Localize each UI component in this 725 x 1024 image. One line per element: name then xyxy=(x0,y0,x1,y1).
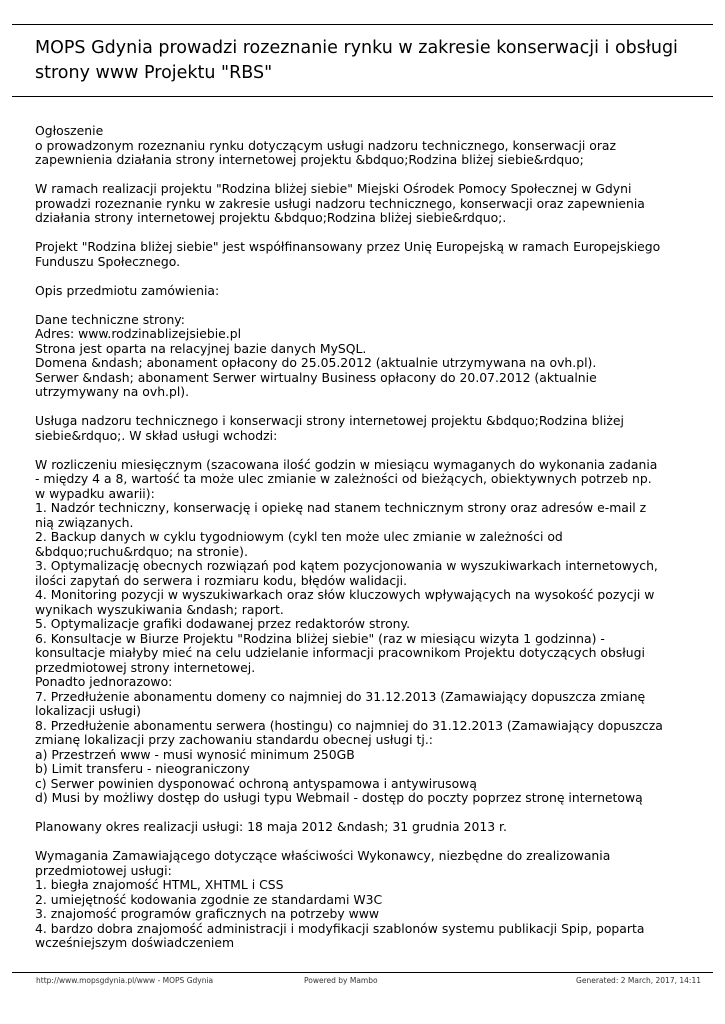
text-line: Usługa nadzoru technicznego i konserwacji strony internetowej projektu &bdquo;Rodzina bliżej siebie&rdquo;. W skład usługi wchodzi: xyxy=(35,413,625,443)
text-line: a) Przestrzeń www - musi wynosić minimum 250GB xyxy=(35,746,355,762)
header xyxy=(12,0,713,97)
text-line: Adres: www.rodzinablizejsiebie.pl xyxy=(35,326,242,341)
text-line: Planowany okres realizacji usługi: 18 maja 2012 &ndash; 31 grudnia 2013 r. xyxy=(35,819,507,834)
text-line: b) Limit transferu - nieograniczony xyxy=(35,761,250,776)
paragraph xyxy=(35,820,665,835)
title-divider xyxy=(12,96,713,97)
footer-powered-by: Powered by Mambo xyxy=(304,976,378,985)
paragraph xyxy=(35,414,665,443)
text-line: o prowadzonym rozeznaniu rynku dotyczącym usługi nadzoru technicznego, konserwacji oraz zapewnienia działania strony internetowej projektu &bdquo;Rodzina bliżej siebie&rdquo; xyxy=(35,137,617,167)
text-line: c) Serwer powinien dysponować ochroną antyspamowa i antywirusową xyxy=(35,775,477,791)
text-line: 8. Przedłużenie abonamentu serwera (hostingu) co najmniej do 31.12.2013 (Zamawiający dopuszcza zmianę lokalizacji przy zachowaniu standardu obecnej usługi tj.: xyxy=(35,717,663,747)
text-line: Serwer &ndash; abonament Serwer wirtualny Business opłacony do 20.07.2012 (aktualnie utrzymywany na ovh.pl). xyxy=(35,369,597,399)
text-line: Ogłoszenie xyxy=(35,123,104,138)
text-line: W ramach realizacji projektu "Rodzina bliżej siebie" Miejski Ośrodek Pomocy Społecznej w Gdyni prowadzi rozeznanie rynku w zakresie usługi nadzoru technicznego, konserwacji oraz zapewnienia działania strony internetowej projektu &bdquo;Rodzina bliżej siebie&rdquo;. xyxy=(35,181,645,225)
top-divider xyxy=(12,24,713,25)
paragraph xyxy=(35,849,665,951)
page-footer xyxy=(12,972,713,985)
text-line: d) Musi by możliwy dostęp do usługi typu Webmail - dostęp do poczty poprzez stronę internetową xyxy=(35,790,643,805)
paragraph xyxy=(35,240,665,269)
paragraph xyxy=(35,313,665,400)
text-line: 1. Nadzór techniczny, konserwację i opiekę nad stanem technicznym strony oraz adresów e-mail z nią związanych. xyxy=(35,500,647,530)
text-line: Dane techniczne strony: xyxy=(35,311,185,327)
paragraph xyxy=(35,124,665,168)
paragraph xyxy=(35,284,665,299)
text-line: Strona jest oparta na relacyjnej bazie danych MySQL. xyxy=(35,340,367,356)
text-line: Opis przedmiotu zamówienia: xyxy=(35,282,220,298)
text-line: Projekt "Rodzina bliżej siebie" jest współfinansowany przez Unię Europejską w ramach Europejskiego Funduszu Społecznego. xyxy=(35,239,661,269)
text-line: 2. Backup danych w cyklu tygodniowym (cykl ten może ulec zmianie w zależności od &bdquo;ruchu&rdquo; na stronie). xyxy=(35,529,563,559)
text-line: 5. Optymalizacje grafiki dodawanej przez redaktorów strony. xyxy=(35,616,411,631)
text-line: Domena &ndash; abonament opłacony do 25.05.2012 (aktualnie utrzymywana na ovh.pl). xyxy=(35,355,597,370)
text-line: Wymagania Zamawiającego dotyczące właściwości Wykonawcy, niezbędne do zrealizowania przedmiotowej usługi: xyxy=(35,848,611,878)
text-line: 3. znajomość programów graficznych na potrzeby www xyxy=(35,906,380,921)
text-line: 1. biegła znajomość HTML, XHTML i CSS xyxy=(35,877,284,892)
paragraph xyxy=(35,458,665,806)
footer-generated: Generated: 2 March, 2017, 14:11 xyxy=(576,976,701,985)
article-body xyxy=(35,124,665,965)
footer-url: http://www.mopsgdynia.pl/www - MOPS Gdynia xyxy=(36,976,214,985)
text-line: 4. bardzo dobra znajomość administracji i modyfikacji szablonów systemu publikacji Spip, poparta wcześniejszym doświadczeniem xyxy=(35,920,645,950)
text-line: 3. Optymalizację obecnych rozwiązań pod kątem pozycjonowania w wyszukiwarkach internetowych, ilości zapytań do serwera i rozmiaru kodu, błędów walidacji. xyxy=(35,558,658,588)
text-line: W rozliczeniu miesięcznym (szacowana ilość godzin w miesiącu wymaganych do wykonania zadania - między 4 a 8, wartość ta może ulec zmianie w zależności od bieżących, obiektywnych potrzeb np. w wypadku awarii): xyxy=(35,456,658,501)
text-line: 2. umiejętność kodowania zgodnie ze standardami W3C xyxy=(35,891,383,907)
text-line: 7. Przedłużenie abonamentu domeny co najmniej do 31.12.2013 (Zamawiający dopuszcza zmianę lokalizacji usługi) xyxy=(35,688,646,718)
paragraph xyxy=(35,182,665,226)
page-title: MOPS Gdynia prowadzi rozeznanie rynku w zakresie konserwacji i obsługi strony www Projektu "RBS" xyxy=(35,38,678,83)
text-line: 4. Monitoring pozycji w wyszukiwarkach oraz słów kluczowych wpływających na wysokość pozycji w wynikach wyszukiwania &ndash; raport. xyxy=(35,587,655,617)
text-line: Ponadto jednorazowo: xyxy=(35,674,173,689)
text-line: 6. Konsultacje w Biurze Projektu "Rodzina bliżej siebie" (raz w miesiącu wizyta 1 godzinna) - konsultacje miałyby mieć na celu udzielanie informacji pracownikom Projektu dotyczących obsługi przedmiotowej strony internetowej. xyxy=(35,630,645,675)
